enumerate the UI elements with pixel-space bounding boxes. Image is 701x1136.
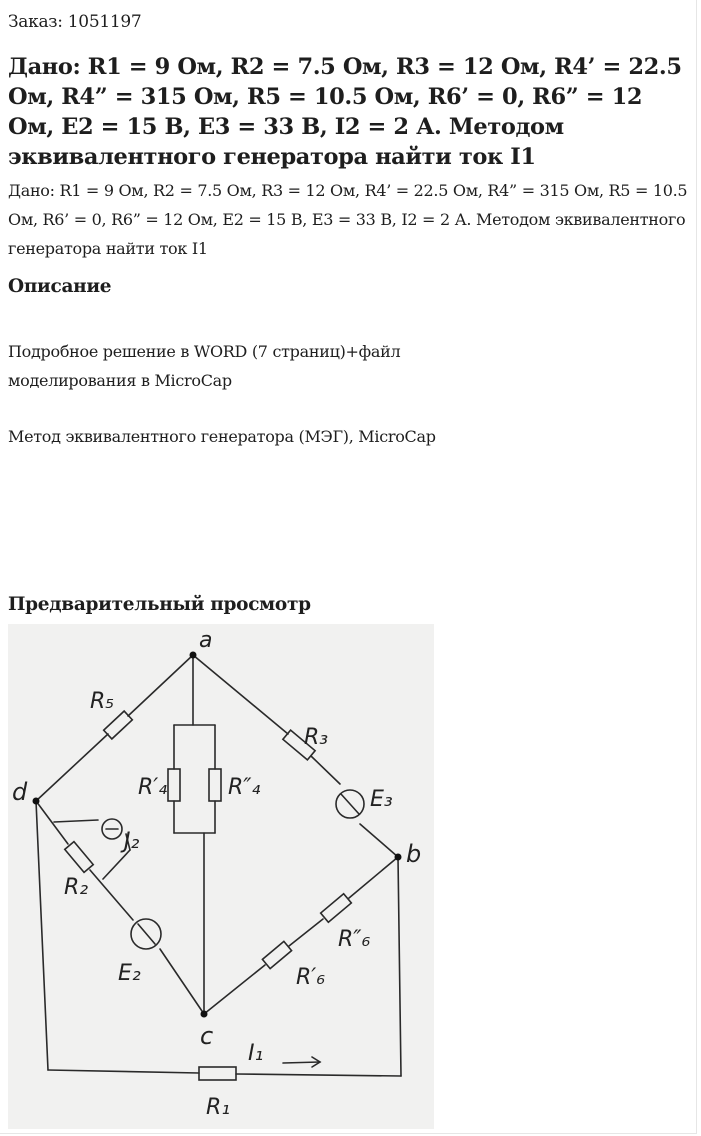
circuit-diagram [8,624,434,1129]
wire [36,801,48,1070]
node-a [190,652,197,659]
wire [36,801,68,844]
label-r5: R₅ [90,689,115,714]
source-e2-arrow [138,924,155,944]
description-paragraph: Подробное решение в WORD (7 страниц)+файл моделирования в MicroCap [8,342,401,390]
current-arrow-i1 [283,1062,320,1063]
order-number: Заказ: 1051197 [8,12,142,32]
resistor-r2 [65,842,93,873]
label-e2: E₂ [118,961,141,986]
node-d [33,798,40,805]
node-c [201,1011,208,1018]
wire [48,1070,199,1073]
wire [90,870,133,920]
source-e3-arrow [341,794,359,814]
wire [54,820,98,822]
wire [360,824,398,857]
node-label-c: c [200,1022,214,1050]
label-r6-double-prime: R″₆ [338,927,371,952]
description-heading: Описание [8,276,112,297]
label-r6-prime: R′₆ [296,965,326,990]
wire [349,857,398,898]
wire [160,949,204,1014]
label-r3: R₃ [304,725,329,750]
preview-image[interactable] [8,624,434,1129]
wire [36,734,108,801]
wire [236,1074,401,1076]
label-i1: I₁ [248,1041,264,1066]
description-paragraph: Метод эквивалентного генератора (МЭГ), MicroCap [8,427,436,446]
resistor-r6-prime [262,941,291,968]
wire [398,857,401,1076]
label-r4-prime: R′₄ [138,775,168,800]
short-description: Дано: R1 = 9 Ом, R2 = 7.5 Ом, R3 = 12 Ом, R4’ = 22.5 Ом, R4” = 315 Ом, R5 = 10.5 Ом, R6’ = 0, R6” = 12 Ом, E2 = 15 В, E3 = 33 В, I2 = 2 А. Методом эквивалентного генератора найти ток I1 [8,181,688,258]
label-r1: R₁ [206,1095,231,1120]
wire [289,919,323,946]
label-r4-double-prime: R″₄ [228,775,261,800]
node-label-b: b [406,840,422,868]
resistor-r5 [104,711,133,739]
node-b [395,854,402,861]
resistor-r4-double-prime [209,769,221,801]
wire [103,850,130,879]
wire [193,655,288,734]
label-j2: J₂ [124,829,140,854]
wire [204,965,265,1014]
resistor-r1 [199,1067,236,1080]
preview-heading: Предварительный просмотр [8,594,311,615]
wire [311,756,340,784]
label-e3: E₃ [370,787,393,812]
node-label-a: a [199,628,213,653]
label-r2: R₂ [64,875,89,900]
wire [128,655,193,716]
node-label-d: d [12,778,28,806]
resistor-r4-prime [168,769,180,801]
resistor-r6-double-prime [321,894,352,922]
page-title: Дано: R1 = 9 Ом, R2 = 7.5 Ом, R3 = 12 Ом, R4’ = 22.5 Ом, R4” = 315 Ом, R5 = 10.5 Ом, R6’ = 0, R6” = 12 Ом, E2 = 15 В, E3 = 33 В, I2 = 2 А. Методом эквивалентного генератора найти ток I1 [8,54,682,170]
